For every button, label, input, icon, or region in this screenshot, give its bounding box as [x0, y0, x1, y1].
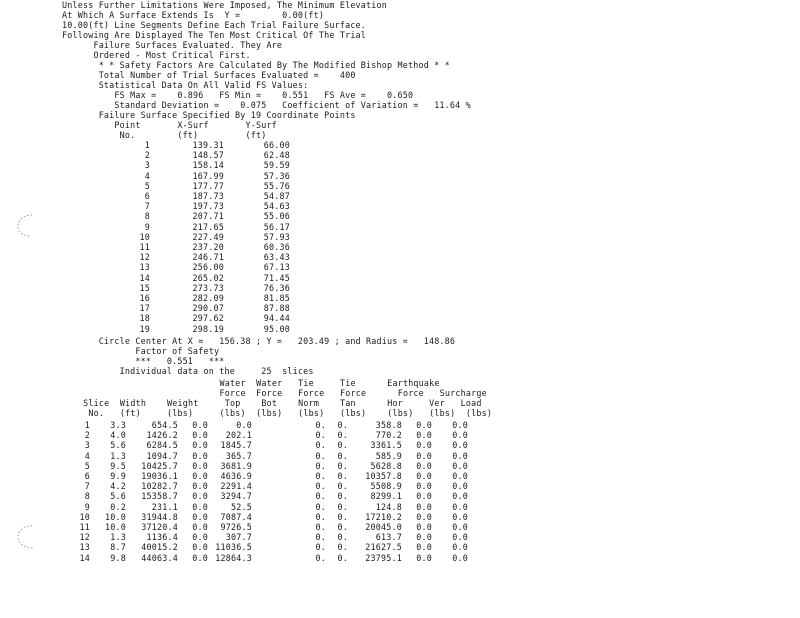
- tie-force-tan: 0.: [337, 542, 348, 553]
- earthquake-hor: 23795.1: [365, 552, 402, 563]
- earthquake-hor: 21627.5: [365, 542, 402, 553]
- water-force-top: 0.0: [192, 430, 208, 441]
- water-force-bot: 307.7: [225, 532, 252, 543]
- point-number: 9: [144, 221, 150, 232]
- earthquake-ver: 0.0: [416, 552, 432, 563]
- earthquake-ver: 0.0: [416, 542, 432, 553]
- x-surf-value: 298.19: [192, 323, 224, 334]
- surcharge-load: 0.0: [452, 511, 468, 522]
- slice-weight: 19036.1: [141, 471, 178, 481]
- surcharge-load: 0.0: [452, 552, 468, 563]
- x-surf-value: 273.73: [192, 282, 224, 293]
- x-surf-value: 265.02: [192, 272, 224, 283]
- water-force-bot: 1845.7: [220, 440, 252, 451]
- total-surfaces-line: Total Number of Trial Surfaces Evaluated = 400: [62, 70, 356, 80]
- x-surf-value: 227.49: [192, 231, 224, 242]
- slice-number: 2: [84, 430, 90, 441]
- x-surf-value: 167.99: [192, 170, 224, 181]
- water-force-bot: 365.7: [225, 450, 252, 461]
- water-force-top: 0.0: [192, 440, 208, 451]
- surcharge-load: 0.0: [452, 501, 468, 512]
- earthquake-hor: 20045.0: [365, 522, 402, 532]
- slice-number: 11: [79, 522, 90, 532]
- earthquake-ver: 0.0: [416, 430, 432, 441]
- slice-number: 9: [84, 501, 90, 512]
- water-force-top: 0.0: [192, 511, 208, 522]
- slice-weight: 37120.4: [141, 522, 178, 532]
- method-line: * * Safety Factors Are Calculated By The Modified Bishop Method * *: [62, 60, 450, 70]
- earthquake-ver: 0.0: [416, 450, 432, 461]
- point-number: 2: [144, 150, 150, 161]
- earthquake-hor: 10357.8: [365, 471, 402, 481]
- x-surf-value: 217.65: [192, 221, 224, 232]
- header-line: Failure Surfaces Evaluated. They Are: [62, 40, 283, 50]
- slice-width: 5.6: [110, 440, 126, 451]
- slice-number: 6: [84, 471, 90, 481]
- slices-title: Individual data on the 25 slices: [62, 366, 314, 376]
- earthquake-ver: 0.0: [416, 522, 432, 532]
- tie-force-norm: 0.: [315, 460, 326, 471]
- points-column-header: Point X-Surf Y-Surf: [62, 120, 277, 130]
- tie-force-tan: 0.: [337, 501, 348, 512]
- water-force-bot: 2291.4: [220, 481, 252, 492]
- slice-width: 9.8: [110, 552, 126, 563]
- point-number: 13: [139, 262, 150, 273]
- water-force-bot: 52.5: [231, 501, 252, 512]
- slice-number: 5: [84, 460, 90, 471]
- surcharge-load: 0.0: [452, 481, 468, 492]
- y-surf-value: 57.93: [263, 231, 290, 242]
- slice-number: 13: [79, 542, 90, 553]
- surcharge-load: 0.0: [452, 450, 468, 461]
- water-force-bot: 4636.9: [220, 471, 252, 481]
- slice-header-line: No. (ft) (lbs) (lbs) (lbs) (lbs) (lbs) (lbs) (lbs) (lbs): [36, 408, 493, 418]
- tie-force-tan: 0.: [337, 430, 348, 441]
- surcharge-load: 0.0: [452, 420, 468, 430]
- point-number: 11: [139, 242, 150, 252]
- water-force-bot: 0.0: [236, 420, 252, 430]
- slice-header-line: Force Force Force Force Force Surcharge: [36, 388, 487, 398]
- y-surf-value: 62.48: [263, 150, 290, 161]
- surcharge-load: 0.0: [452, 471, 468, 481]
- water-force-bot: 202.1: [225, 430, 252, 441]
- slice-number: 12: [79, 532, 90, 543]
- slice-weight: 10425.7: [141, 460, 178, 471]
- point-number: 14: [139, 272, 150, 283]
- earthquake-ver: 0.0: [416, 481, 432, 492]
- tie-force-tan: 0.: [337, 552, 348, 563]
- earthquake-hor: 17210.2: [365, 511, 402, 522]
- slice-header-line: Slice Width Weight Top Bot Norm Tan Hor Ver Load: [36, 398, 482, 408]
- slice-width: 9.5: [110, 460, 126, 471]
- header-line: At Which A Surface Extends Is Y = 0.00(ft): [62, 10, 325, 20]
- surcharge-load: 0.0: [452, 430, 468, 441]
- earthquake-ver: 0.0: [416, 491, 432, 502]
- tie-force-norm: 0.: [315, 552, 326, 563]
- x-surf-value: 290.07: [192, 303, 224, 314]
- slice-number: 8: [84, 491, 90, 502]
- factor-of-safety-value: *** 0.551 ***: [62, 356, 225, 366]
- y-surf-value: 60.36: [263, 242, 290, 252]
- point-number: 12: [139, 252, 150, 263]
- slice-width: 3.3: [110, 420, 126, 430]
- header-line: Following Are Displayed The Ten Most Critical Of The Trial: [62, 30, 367, 40]
- water-force-top: 0.0: [192, 552, 208, 563]
- x-surf-value: 148.57: [192, 150, 224, 161]
- tie-force-tan: 0.: [337, 420, 348, 430]
- y-surf-value: 81.85: [263, 293, 290, 303]
- water-force-bot: 11036.5: [215, 542, 252, 553]
- y-surf-value: 94.44: [263, 313, 290, 324]
- slice-width: 4.0: [110, 430, 126, 441]
- point-number: 19: [139, 323, 150, 334]
- x-surf-value: 158.14: [192, 160, 224, 171]
- water-force-top: 0.0: [192, 532, 208, 543]
- slice-width: 10.0: [105, 522, 126, 532]
- water-force-bot: 3294.7: [220, 491, 252, 502]
- slice-width: 0.2: [110, 501, 126, 512]
- slice-number: 3: [84, 440, 90, 451]
- slice-width: 10.0: [105, 511, 126, 522]
- slice-weight: 231.1: [151, 501, 178, 512]
- slice-weight: 31944.8: [141, 511, 178, 522]
- surcharge-load: 0.0: [452, 460, 468, 471]
- water-force-top: 0.0: [192, 491, 208, 502]
- earthquake-hor: 5628.8: [370, 460, 402, 471]
- y-surf-value: 57.36: [263, 170, 290, 181]
- water-force-top: 0.0: [192, 501, 208, 512]
- scan-ring-mark: [14, 522, 40, 552]
- failure-surface-title: Failure Surface Specified By 19 Coordinate Points: [62, 110, 356, 120]
- point-number: 8: [144, 211, 150, 222]
- tie-force-tan: 0.: [337, 460, 348, 471]
- x-surf-value: 197.73: [192, 201, 224, 212]
- point-number: 18: [139, 313, 150, 324]
- earthquake-hor: 8299.1: [370, 491, 402, 502]
- circle-center-line: Circle Center At X = 156.38 ; Y = 203.49 ; and Radius = 148.86: [62, 336, 456, 346]
- tie-force-norm: 0.: [315, 450, 326, 461]
- water-force-top: 0.0: [192, 420, 208, 430]
- tie-force-norm: 0.: [315, 501, 326, 512]
- y-surf-value: 55.06: [263, 211, 290, 222]
- y-surf-value: 59.59: [263, 160, 290, 171]
- header-line: Unless Further Limitations Were Imposed, The Minimum Elevation: [62, 0, 388, 10]
- x-surf-value: 207.71: [192, 211, 224, 222]
- point-number: 3: [144, 160, 150, 171]
- slice-number: 10: [79, 511, 90, 522]
- tie-force-tan: 0.: [337, 522, 348, 532]
- x-surf-value: 256.00: [192, 262, 224, 273]
- x-surf-value: 282.09: [192, 293, 224, 303]
- slice-weight: 1426.2: [146, 430, 178, 441]
- surcharge-load: 0.0: [452, 542, 468, 553]
- tie-force-norm: 0.: [315, 532, 326, 543]
- earthquake-hor: 124.8: [375, 501, 402, 512]
- point-number: 15: [139, 282, 150, 293]
- tie-force-tan: 0.: [337, 471, 348, 481]
- y-surf-value: 76.36: [263, 282, 290, 293]
- water-force-top: 0.0: [192, 481, 208, 492]
- slice-number: 1: [84, 420, 90, 430]
- x-surf-value: 139.31: [192, 140, 224, 150]
- point-number: 1: [144, 140, 150, 150]
- y-surf-value: 55.76: [263, 180, 290, 191]
- earthquake-ver: 0.0: [416, 501, 432, 512]
- scan-ring-mark: [14, 212, 38, 240]
- slice-header-line: Water Water Tie Tie Earthquake: [36, 378, 440, 388]
- fs-stats-line: FS Max = 0.896 FS Min = 0.551 FS Ave = 0.650: [62, 90, 414, 100]
- earthquake-ver: 0.0: [416, 532, 432, 543]
- slice-weight: 6284.5: [146, 440, 178, 451]
- earthquake-ver: 0.0: [416, 511, 432, 522]
- header-line: Ordered - Most Critical First.: [62, 50, 251, 60]
- tie-force-norm: 0.: [315, 542, 326, 553]
- x-surf-value: 246.71: [192, 252, 224, 263]
- earthquake-ver: 0.0: [416, 440, 432, 451]
- slice-weight: 1136.4: [146, 532, 178, 543]
- x-surf-value: 187.73: [192, 191, 224, 201]
- tie-force-norm: 0.: [315, 522, 326, 532]
- water-force-bot: 12864.3: [215, 552, 252, 563]
- tie-force-norm: 0.: [315, 481, 326, 492]
- earthquake-hor: 585.9: [375, 450, 402, 461]
- y-surf-value: 71.45: [263, 272, 290, 283]
- x-surf-value: 237.20: [192, 242, 224, 252]
- tie-force-norm: 0.: [315, 511, 326, 522]
- slice-width: 1.3: [110, 532, 126, 543]
- water-force-top: 0.0: [192, 542, 208, 553]
- surcharge-load: 0.0: [452, 491, 468, 502]
- earthquake-ver: 0.0: [416, 471, 432, 481]
- tie-force-norm: 0.: [315, 420, 326, 430]
- water-force-top: 0.0: [192, 471, 208, 481]
- slice-number: 7: [84, 481, 90, 492]
- tie-force-norm: 0.: [315, 440, 326, 451]
- slice-width: 4.2: [110, 481, 126, 492]
- y-surf-value: 67.13: [263, 262, 290, 273]
- y-surf-value: 54.87: [263, 191, 290, 201]
- tie-force-norm: 0.: [315, 491, 326, 502]
- point-number: 6: [144, 191, 150, 201]
- slice-weight: 15358.7: [141, 491, 178, 502]
- earthquake-hor: 5508.9: [370, 481, 402, 492]
- slice-weight: 1094.7: [146, 450, 178, 461]
- earthquake-ver: 0.0: [416, 420, 432, 430]
- y-surf-value: 54.63: [263, 201, 290, 212]
- point-number: 17: [139, 303, 150, 314]
- x-surf-value: 177.77: [192, 180, 224, 191]
- point-number: 16: [139, 293, 150, 303]
- y-surf-value: 95.00: [263, 323, 290, 334]
- point-number: 10: [139, 231, 150, 242]
- tie-force-tan: 0.: [337, 532, 348, 543]
- water-force-bot: 3681.9: [220, 460, 252, 471]
- y-surf-value: 63.43: [263, 252, 290, 263]
- surcharge-load: 0.0: [452, 522, 468, 532]
- factor-of-safety-label: Factor of Safety: [62, 346, 220, 356]
- water-force-top: 0.0: [192, 460, 208, 471]
- earthquake-hor: 770.2: [375, 430, 402, 441]
- point-number: 7: [144, 201, 150, 212]
- slice-width: 9.9: [110, 471, 126, 481]
- tie-force-tan: 0.: [337, 491, 348, 502]
- header-line: 10.00(ft) Line Segments Define Each Trial Failure Surface.: [62, 20, 367, 30]
- water-force-bot: 9726.5: [220, 522, 252, 532]
- tie-force-norm: 0.: [315, 471, 326, 481]
- slice-weight: 10282.7: [141, 481, 178, 492]
- points-column-units: No. (ft) (ft): [62, 130, 267, 140]
- slice-width: 5.6: [110, 491, 126, 502]
- tie-force-tan: 0.: [337, 440, 348, 451]
- water-force-top: 0.0: [192, 522, 208, 532]
- slice-width: 8.7: [110, 542, 126, 553]
- deviation-line: Standard Deviation = 0.075 Coefficient of Variation = 11.64 %: [62, 100, 471, 110]
- point-number: 4: [144, 170, 150, 181]
- tie-force-tan: 0.: [337, 450, 348, 461]
- earthquake-hor: 613.7: [375, 532, 402, 543]
- slice-weight: 654.5: [151, 420, 178, 430]
- tie-force-tan: 0.: [337, 511, 348, 522]
- tie-force-tan: 0.: [337, 481, 348, 492]
- tie-force-norm: 0.: [315, 430, 326, 441]
- earthquake-ver: 0.0: [416, 460, 432, 471]
- slice-weight: 44063.4: [141, 552, 178, 563]
- surcharge-load: 0.0: [452, 440, 468, 451]
- y-surf-value: 66.00: [263, 140, 290, 150]
- y-surf-value: 56.17: [263, 221, 290, 232]
- earthquake-hor: 358.8: [375, 420, 402, 430]
- y-surf-value: 87.88: [263, 303, 290, 314]
- water-force-top: 0.0: [192, 450, 208, 461]
- point-number: 5: [144, 180, 150, 191]
- slice-number: 14: [79, 552, 90, 563]
- surcharge-load: 0.0: [452, 532, 468, 543]
- slice-width: 1.3: [110, 450, 126, 461]
- statistics-title: Statistical Data On All Valid FS Values:: [62, 80, 309, 90]
- slice-weight: 40015.2: [141, 542, 178, 553]
- slice-number: 4: [84, 450, 90, 461]
- water-force-bot: 7087.4: [220, 511, 252, 522]
- x-surf-value: 297.62: [192, 313, 224, 324]
- earthquake-hor: 3361.5: [370, 440, 402, 451]
